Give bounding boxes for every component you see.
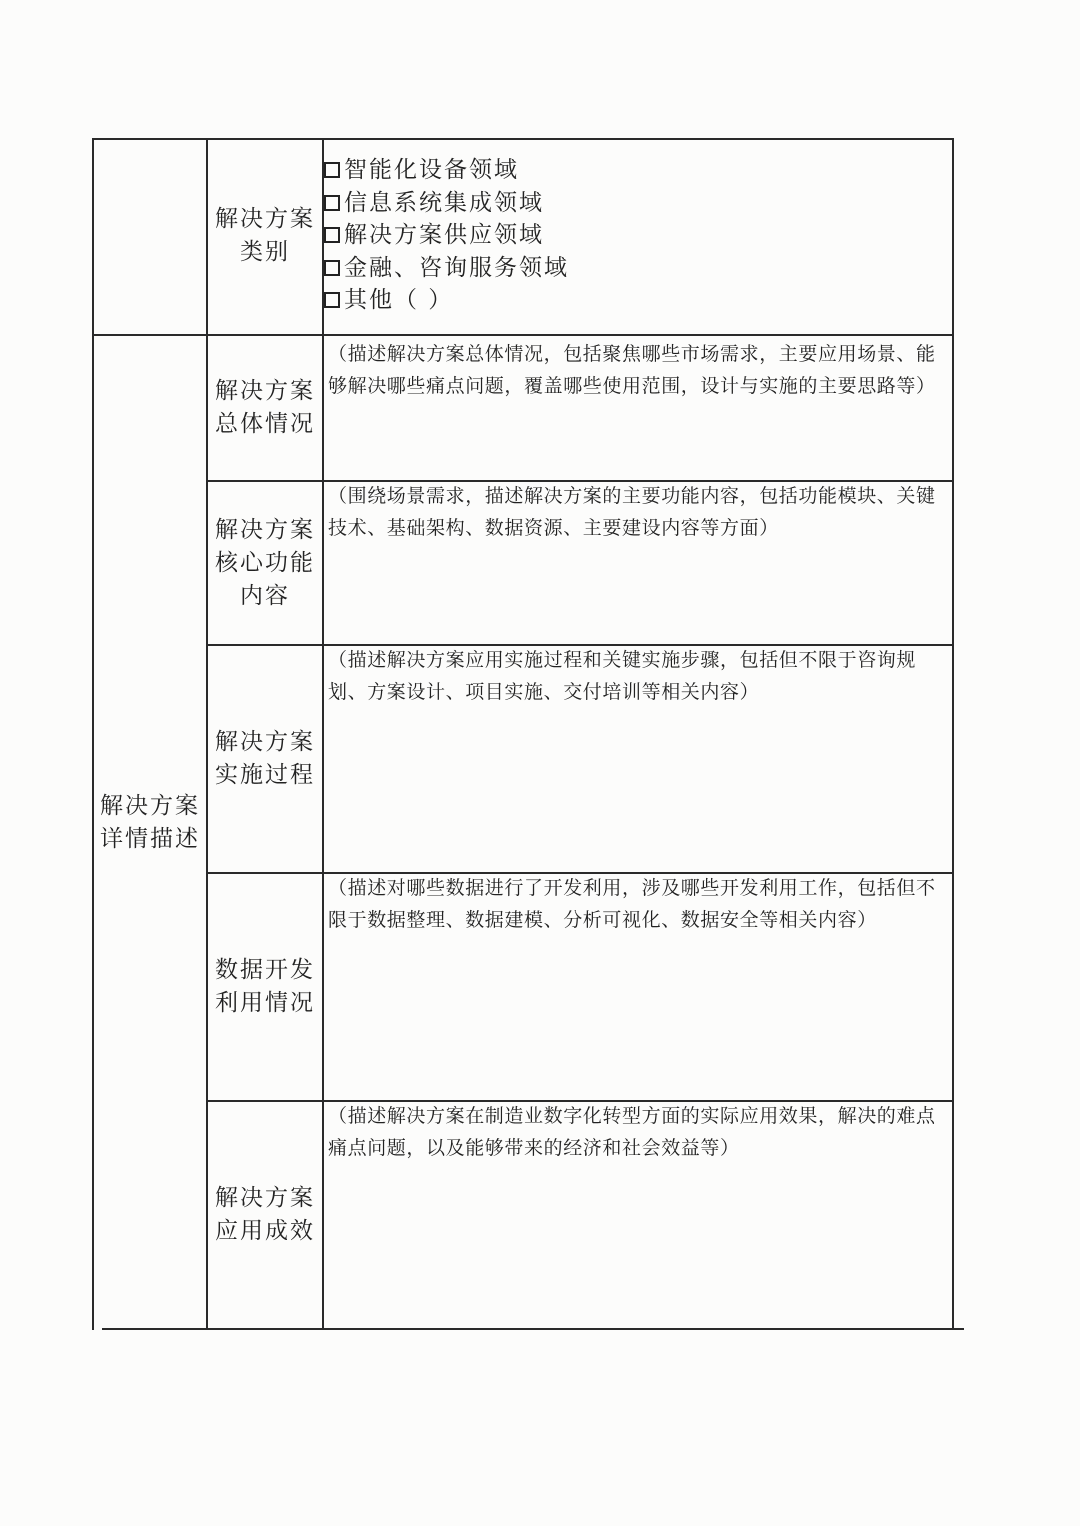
detail-section-label — [94, 768, 206, 878]
core-function-label-line2: 核心功能 — [215, 549, 315, 576]
detail-section-label-line1: 解决方案 — [100, 793, 200, 819]
implementation-label — [208, 646, 322, 872]
option-other[interactable] — [324, 284, 569, 317]
data-utilization-label-line1: 数据开发 — [215, 957, 315, 983]
option-label: 其他（ ） — [344, 287, 454, 313]
overall-label-line1: 解决方案 — [215, 378, 315, 404]
application-effect-label — [208, 1102, 322, 1328]
option-label: 解决方案供应领域 — [344, 222, 544, 248]
table-border-left — [92, 138, 94, 1330]
option-info-system-integration[interactable] — [324, 187, 569, 220]
checkbox-icon[interactable] — [324, 195, 340, 211]
category-label-line1: 解决方案 — [215, 206, 315, 232]
core-function-label — [208, 482, 322, 644]
option-label: 智能化设备领域 — [344, 157, 519, 183]
category-options — [324, 154, 569, 317]
implementation-label-line2: 实施过程 — [215, 762, 315, 788]
core-function-label-line3: 内容 — [240, 582, 290, 609]
application-effect-description[interactable]: （描述解决方案在制造业数字化转型方面的实际应用效果，解决的难点痛点问题，以及能够带来的经济和社会效益等） — [328, 1105, 936, 1159]
overall-label-line2: 总体情况 — [215, 411, 315, 437]
solution-form-table — [92, 138, 962, 1330]
application-effect-label-line1: 解决方案 — [215, 1185, 315, 1211]
option-label: 信息系统集成领域 — [344, 189, 544, 216]
checkbox-icon[interactable] — [324, 227, 340, 243]
column-separator-2 — [322, 138, 324, 1330]
implementation-description[interactable]: （描述解决方案应用实施过程和关键实施步骤，包括但不限于咨询规划、方案设计、项目实施、交付培训等相关内容） — [328, 649, 917, 703]
application-effect-label-line2: 应用成效 — [215, 1218, 315, 1244]
category-label-line2: 类别 — [240, 239, 290, 265]
overall-description[interactable]: （描述解决方案总体情况，包括聚焦哪些市场需求，主要应用场景、能够解决哪些痛点问题，覆盖哪些使用范围，设计与实施的主要思路等） — [328, 343, 936, 397]
data-utilization-label — [208, 874, 322, 1100]
implementation-label-line1: 解决方案 — [215, 729, 315, 755]
checkbox-icon[interactable] — [324, 260, 340, 276]
core-function-label-line1: 解决方案 — [215, 516, 315, 543]
table-border-right — [952, 138, 954, 1330]
category-label — [208, 138, 322, 334]
option-solution-supply[interactable] — [324, 219, 569, 252]
checkbox-icon[interactable] — [324, 162, 340, 178]
data-utilization-label-line2: 利用情况 — [215, 990, 315, 1016]
option-smart-equipment[interactable] — [324, 154, 569, 187]
option-label: 金融、咨询服务领域 — [344, 254, 569, 281]
table-border-bottom — [102, 1328, 964, 1330]
data-utilization-description[interactable]: （描述对哪些数据进行了开发利用，涉及哪些开发利用工作，包括但不限于数据整理、数据建模、分析可视化、数据安全等相关内容） — [328, 877, 936, 931]
checkbox-icon[interactable] — [324, 292, 340, 308]
core-function-description[interactable]: （围绕场景需求，描述解决方案的主要功能内容，包括功能模块、关键技术、基础架构、数据资源、主要建设内容等方面） — [328, 485, 936, 539]
detail-section-label-line2: 详情描述 — [100, 826, 200, 852]
overall-label — [208, 336, 322, 480]
option-finance-consulting[interactable] — [324, 252, 569, 285]
